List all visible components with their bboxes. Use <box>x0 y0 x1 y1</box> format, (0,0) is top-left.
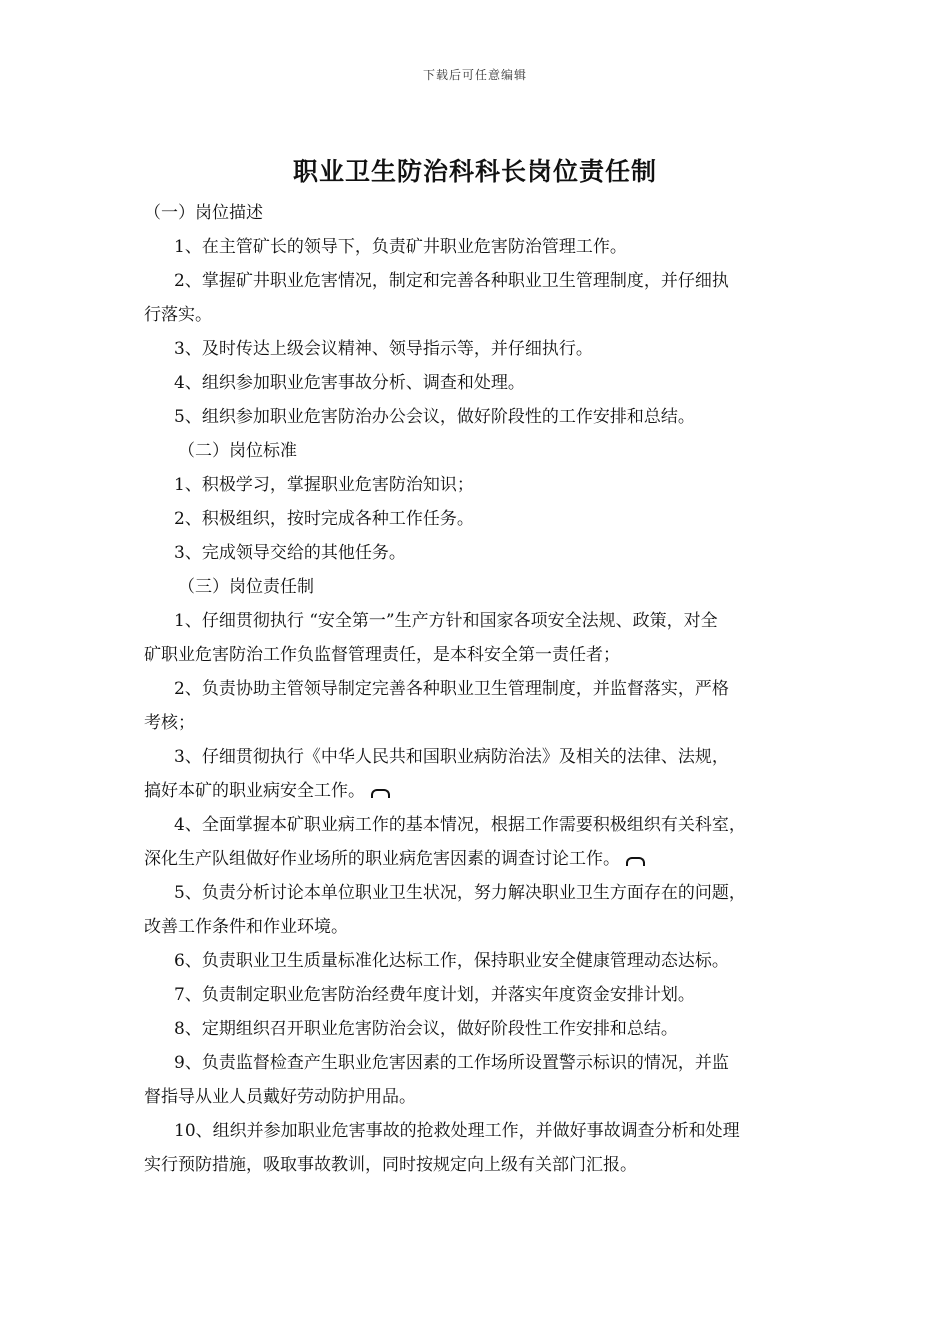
page-header-note: 下载后可任意编辑 <box>422 68 527 82</box>
paragraph-line: 3、仔细贯彻执行《中华人民共和国职业病防治法》及相关的法律、法规， <box>174 747 729 767</box>
arc-mark-icon <box>371 789 390 798</box>
paragraph-line-continued <box>144 774 809 808</box>
paragraph-line: 1、在主管矿长的领导下，负责矿井职业危害防治管理工作。 <box>174 237 627 257</box>
paragraph-line-continued: 改善工作条件和作业环境。 <box>144 917 348 937</box>
arc-mark-icon <box>626 857 645 866</box>
paragraph-line: 8、定期组织召开职业危害防治会议，做好阶段性工作安排和总结。 <box>174 1019 678 1039</box>
paragraph-line-continued: 考核； <box>144 713 195 733</box>
paragraph-line: 7、负责制定职业危害防治经费年度计划，并落实年度资金安排计划。 <box>174 985 695 1005</box>
paragraph-line: 4、组织参加职业危害事故分析、调查和处理。 <box>174 373 525 393</box>
paragraph-line: 3、及时传达上级会议精神、领导指示等，并仔细执行。 <box>174 339 593 359</box>
paragraph-line: 3、完成领导交给的其他任务。 <box>174 543 406 563</box>
paragraph-line-text: 深化生产队组做好作业场所的职业病危害因素的调查讨论工作。 <box>144 849 620 869</box>
paragraph-line-text: 搞好本矿的职业病安全工作。 <box>144 781 365 801</box>
paragraph-line: 2、掌握矿井职业危害情况，制定和完善各种职业卫生管理制度，并仔细执 <box>174 271 729 291</box>
paragraph-line: 5、组织参加职业危害防治办公会议，做好阶段性的工作安排和总结。 <box>174 407 695 427</box>
paragraph-line: 5、负责分析讨论本单位职业卫生状况，努力解决职业卫生方面存在的问题， <box>174 883 746 903</box>
paragraph-line: 2、积极组织，按时完成各种工作任务。 <box>174 509 474 529</box>
paragraph-line: 1、积极学习，掌握职业危害防治知识； <box>174 475 474 495</box>
paragraph-line: 10、组织并参加职业危害事故的抢救处理工作，并做好事故调查分析和处理 <box>174 1121 740 1141</box>
section-heading-responsibility: （三）岗位责任制 <box>178 577 314 597</box>
paragraph-line: 1、仔细贯彻执行 “安全第一”生产方针和国家各项安全法规、政策，对全 <box>174 611 718 631</box>
document-title: 职业卫生防治科科长岗位责任制 <box>292 157 657 186</box>
document-body <box>144 196 809 1182</box>
section-heading-standard: （二）岗位标准 <box>178 441 297 461</box>
paragraph-line-continued <box>144 842 809 876</box>
paragraph-line-continued: 实行预防措施，吸取事故教训，同时按规定向上级有关部门汇报。 <box>144 1155 637 1175</box>
section-heading-description: （一）岗位描述 <box>144 203 263 223</box>
paragraph-line: 9、负责监督检查产生职业危害因素的工作场所设置警示标识的情况，并监 <box>174 1053 729 1073</box>
paragraph-line: 4、全面掌握本矿职业病工作的基本情况，根据工作需要积极组织有关科室， <box>174 815 746 835</box>
paragraph-line-continued: 督指导从业人员戴好劳动防护用品。 <box>144 1087 416 1107</box>
paragraph-line: 2、负责协助主管领导制定完善各种职业卫生管理制度，并监督落实，严格 <box>174 679 729 699</box>
paragraph-line-continued: 矿职业危害防治工作负监督管理责任，是本科安全第一责任者； <box>144 645 620 665</box>
paragraph-line: 6、负责职业卫生质量标准化达标工作，保持职业安全健康管理动态达标。 <box>174 951 729 971</box>
paragraph-line-continued: 行落实。 <box>144 305 212 325</box>
